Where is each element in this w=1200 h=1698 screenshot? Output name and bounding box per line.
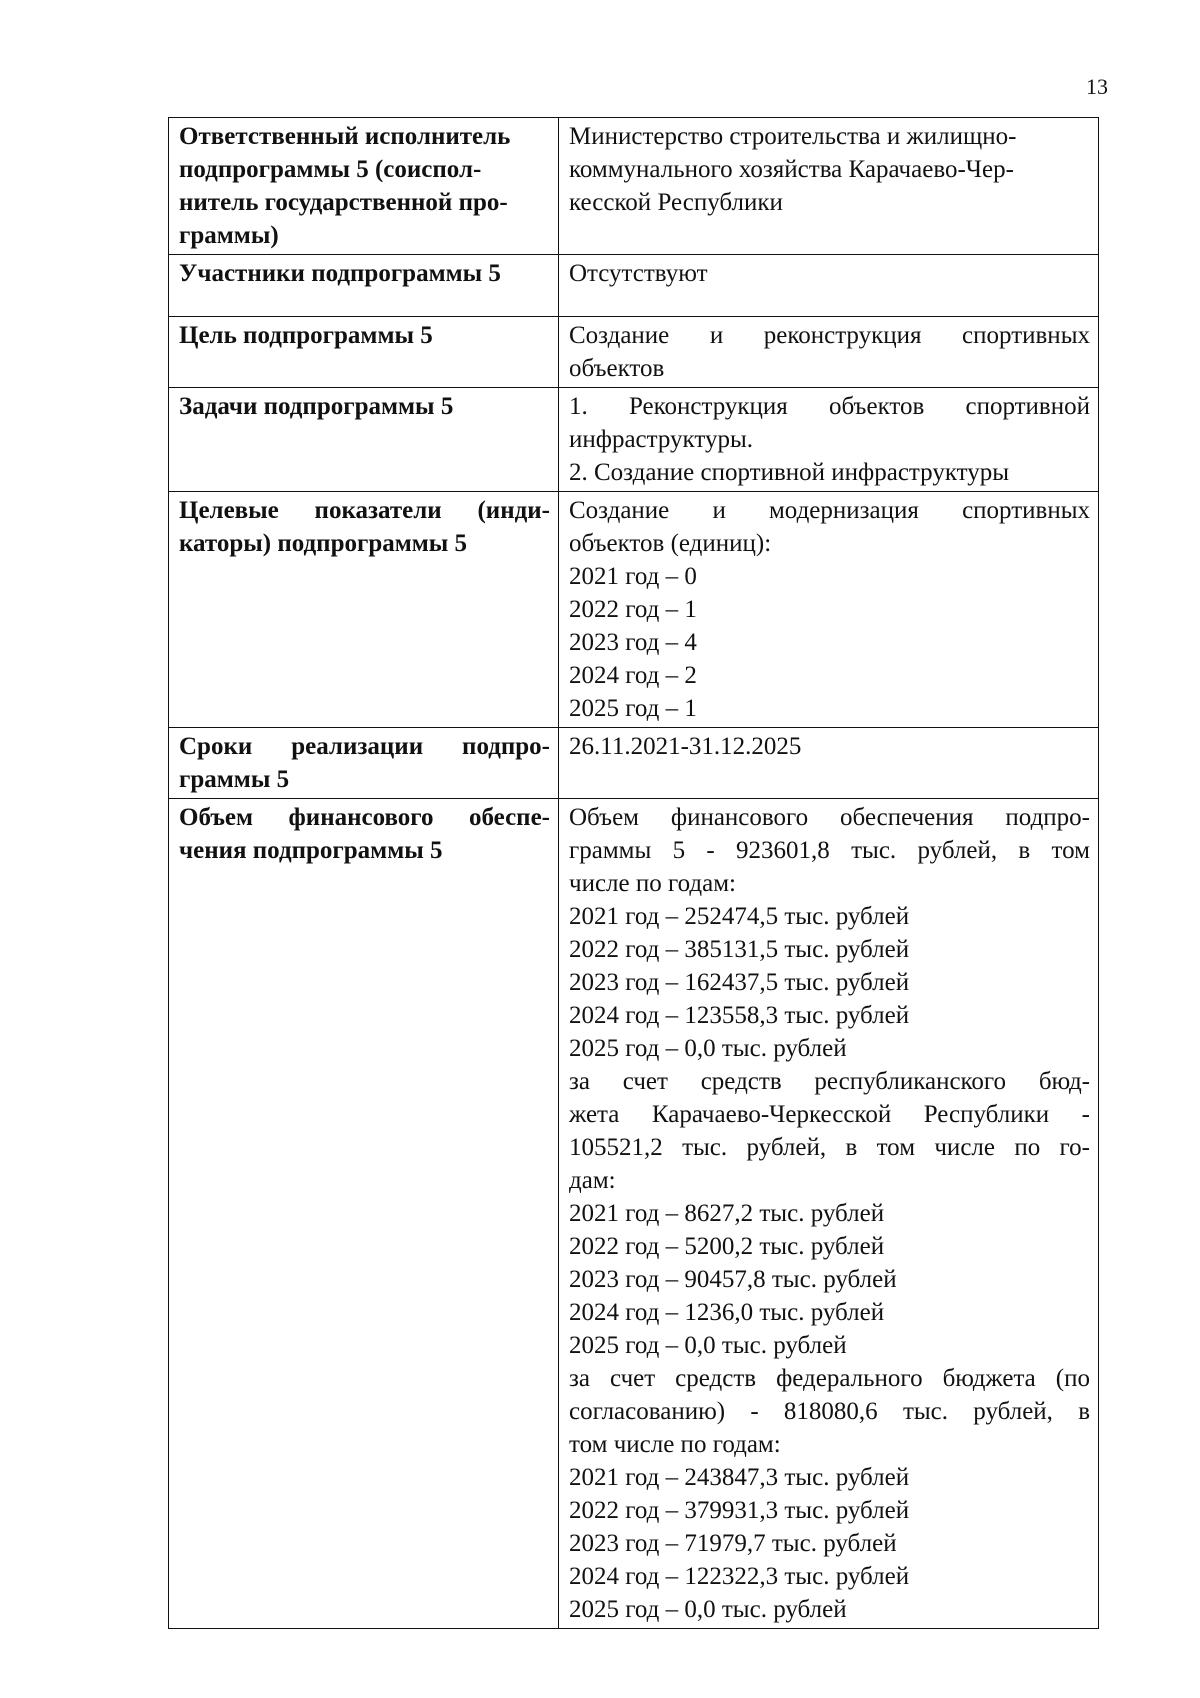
row-label <box>169 388 559 492</box>
label-line: каторы) подпрограммы 5 <box>179 530 468 557</box>
value-line: 2022 год – 385131,5 тыс. рублей <box>569 936 910 963</box>
row-label <box>169 317 559 388</box>
row-label <box>169 118 559 255</box>
value-line: жета Карачаево-Черкесской Республики - <box>569 1101 1090 1128</box>
value-line: 2025 год – 0,0 тыс. рублей <box>569 1332 847 1359</box>
value-line: 2025 год – 0,0 тыс. рублей <box>569 1596 847 1623</box>
value-line: 2021 год – 0 <box>569 563 697 590</box>
table-row-tasks <box>169 388 1099 492</box>
value-line: 2024 год – 2 <box>569 662 697 689</box>
value-line: дам: <box>569 1167 616 1194</box>
row-value <box>559 317 1099 388</box>
value-line: 2023 год – 162437,5 тыс. рублей <box>569 969 910 996</box>
value-line: 2021 год – 8627,2 тыс. рублей <box>569 1200 885 1227</box>
value-line: 2022 год – 1 <box>569 596 697 623</box>
row-value <box>559 492 1099 728</box>
value-line: Министерство строительства и жилищно- <box>569 123 1017 150</box>
row-label <box>169 255 559 317</box>
value-line: 2023 год – 71979,7 тыс. рублей <box>569 1530 897 1557</box>
value-line: объектов <box>569 355 665 382</box>
value-line: 2. Создание спортивной инфраструктуры <box>569 459 1010 486</box>
label-line: граммы 5 <box>179 766 290 793</box>
value-line: 2024 год – 1236,0 тыс. рублей <box>569 1299 885 1326</box>
table-row-goal <box>169 317 1099 388</box>
row-label <box>169 492 559 728</box>
value-line: 2023 год – 90457,8 тыс. рублей <box>569 1266 897 1293</box>
value-line: том числе по годам: <box>569 1431 781 1458</box>
value-line: Создание и модернизация спортивных <box>569 497 1090 524</box>
label-line: чения подпрограммы 5 <box>179 837 443 864</box>
row-value <box>559 728 1099 799</box>
table-row-participants <box>169 255 1099 317</box>
label-line: граммы) <box>179 222 279 249</box>
value-line: 2021 год – 243847,3 тыс. рублей <box>569 1464 910 1491</box>
value-line: 2025 год – 1 <box>569 695 697 722</box>
value-line: Объем финансового обеспечения подпро- <box>569 804 1090 831</box>
row-value <box>559 388 1099 492</box>
value-line: Создание и реконструкция спортивных <box>569 322 1090 349</box>
value-line: за счет средств республиканского бюд- <box>569 1068 1090 1095</box>
value-line: 2024 год – 123558,3 тыс. рублей <box>569 1002 910 1029</box>
value-line: 2025 год – 0,0 тыс. рублей <box>569 1035 847 1062</box>
row-value <box>559 255 1099 317</box>
row-label <box>169 799 559 1629</box>
subprogram-passport-table <box>168 117 1099 1629</box>
table-row-target-indicators <box>169 492 1099 728</box>
label-line: Объем финансового обеспе- <box>179 804 550 831</box>
row-value <box>559 118 1099 255</box>
value-line: 2022 год – 5200,2 тыс. рублей <box>569 1233 885 1260</box>
value-line: 26.11.2021-31.12.2025 <box>569 733 802 760</box>
label-line: Цель подпрограммы 5 <box>179 322 433 349</box>
value-line: 2024 год – 122322,3 тыс. рублей <box>569 1563 910 1590</box>
label-line: подпрограммы 5 (соиспол- <box>179 156 482 183</box>
value-line: за счет средств федерального бюджета (по <box>569 1365 1090 1392</box>
label-line: нитель государственной про- <box>179 189 508 216</box>
value-line: 2021 год – 252474,5 тыс. рублей <box>569 903 910 930</box>
value-line: 105521,2 тыс. рублей, в том числе по го- <box>569 1134 1090 1161</box>
label-line: Целевые показатели (инди- <box>179 497 550 524</box>
table-row-financing <box>169 799 1099 1629</box>
value-line: 1. Реконструкция объектов спортивной <box>569 393 1090 420</box>
label-line: Участники подпрограммы 5 <box>179 260 501 287</box>
value-line: согласованию) - 818080,6 тыс. рублей, в <box>569 1398 1090 1425</box>
page-number: 13 <box>1086 74 1108 99</box>
label-line: Задачи подпрограммы 5 <box>179 393 454 420</box>
row-value <box>559 799 1099 1629</box>
value-line: объектов (единиц): <box>569 530 772 557</box>
value-line: коммунального хозяйства Карачаево-Чер- <box>569 156 1014 183</box>
table-row-implementation-period <box>169 728 1099 799</box>
value-line: граммы 5 - 923601,8 тыс. рублей, в том <box>569 837 1090 864</box>
value-line: 2022 год – 379931,3 тыс. рублей <box>569 1497 910 1524</box>
row-label <box>169 728 559 799</box>
value-line: кесской Республики <box>569 189 783 216</box>
table-row-responsible-executor <box>169 118 1099 255</box>
value-line: 2023 год – 4 <box>569 629 697 656</box>
value-line: Отсутствуют <box>569 260 708 287</box>
label-line: Сроки реализации подпро- <box>179 733 550 760</box>
label-line: Ответственный исполнитель <box>179 123 511 150</box>
value-line: инфраструктуры. <box>569 426 754 453</box>
value-line: числе по годам: <box>569 870 736 897</box>
